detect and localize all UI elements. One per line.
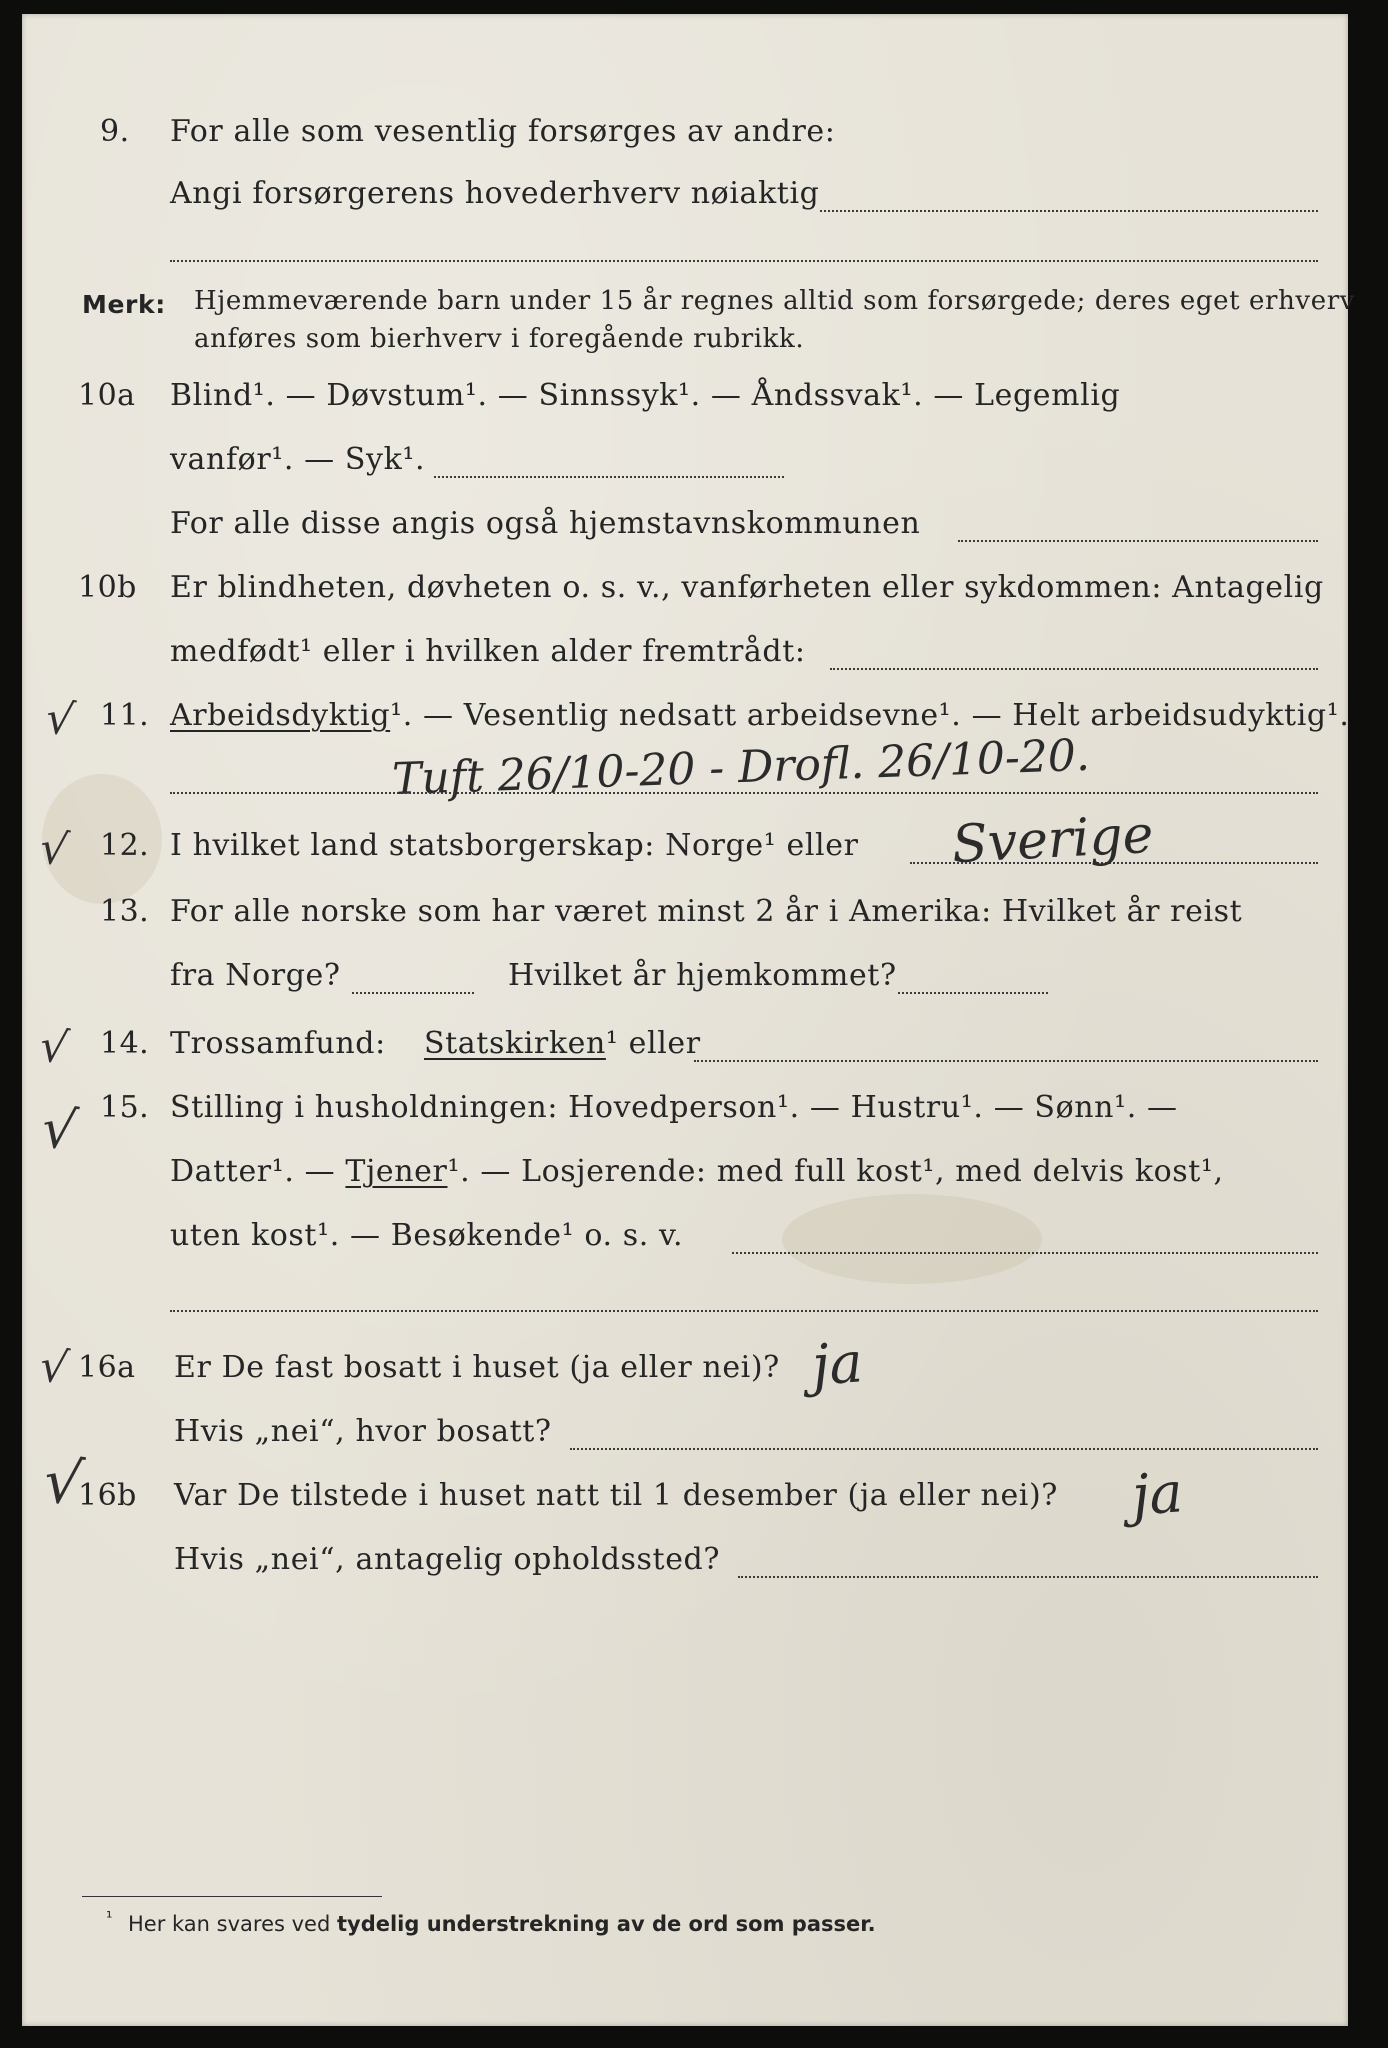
question-text: Stilling i husholdningen: Hovedperson¹. — Hustru¹. — Sønn¹. — [170, 1090, 1178, 1125]
question-10a-line3 [22, 506, 1348, 562]
answer-field[interactable] [434, 476, 784, 478]
question-number: 11. [100, 698, 150, 733]
question-number: 12. [100, 828, 150, 863]
answer-field[interactable] [738, 1576, 1318, 1578]
question-text: I hvilket land statsborgerskap: Norge¹ eller [170, 828, 859, 863]
question-options [424, 1026, 701, 1061]
question-number: 16a [78, 1350, 136, 1385]
question-text: Angi forsørgerens hovederhverv nøiaktig [170, 176, 820, 211]
checkmark-icon: √ [39, 1445, 87, 1521]
question-text: medfødt¹ eller i hvilken alder fremtrådt: [170, 634, 806, 669]
question-10b-line2 [22, 634, 1348, 690]
question-text: Er De fast bosatt i huset (ja eller nei)? [174, 1350, 780, 1385]
answer-field[interactable] [170, 792, 1318, 794]
checkmark-icon: √ [36, 822, 72, 877]
question-label: Trossamfund: [170, 1026, 386, 1061]
question-13-line2 [22, 958, 1348, 1014]
question-16b-line2 [22, 1542, 1348, 1598]
question-options [170, 698, 1349, 733]
answer-field[interactable] [732, 1252, 1318, 1254]
answer-field[interactable] [820, 210, 1318, 212]
census-form-page [22, 14, 1356, 2026]
question-number: 10a [78, 378, 136, 413]
question-15-line2 [22, 1154, 1348, 1210]
question-text: Hvis „nei“, antagelig opholdssted? [174, 1542, 721, 1577]
option-selected[interactable]: Statskirken [424, 1026, 606, 1061]
question-number: 16b [78, 1478, 137, 1513]
question-number: 14. [100, 1026, 150, 1061]
question-text: vanfør¹. — Syk¹. [170, 442, 426, 477]
option-rest: ¹. — Vesentlig nedsatt arbeidsevne¹. — Helt arbeidsudyktig¹. [390, 698, 1350, 733]
footnote-mark: ¹ [106, 1908, 113, 1927]
question-number: 9. [100, 114, 130, 149]
question-text: Hvis „nei“, hvor bosatt? [174, 1414, 552, 1449]
question-text: Var De tilstede i huset natt til 1 desember (ja eller nei)? [174, 1478, 1058, 1513]
option-selected[interactable]: Tjener [345, 1154, 448, 1189]
checkmark-icon: √ [36, 1340, 72, 1395]
handwritten-answer: ja [1129, 1460, 1185, 1529]
question-14 [22, 1026, 1348, 1082]
question-text: Er blindheten, døvheten o. s. v., vanførheten eller sykdommen: Antagelig [170, 570, 1324, 605]
question-text: For alle norske som har været minst 2 år i Amerika: Hvilket år reist [170, 894, 1243, 929]
note-label: Merk: [82, 290, 166, 319]
question-9-answer-line [22, 176, 1348, 232]
note-merk-continued [22, 324, 1348, 380]
question-number: 10b [78, 570, 137, 605]
option-text: Datter¹. — [170, 1154, 336, 1189]
option-rest: ¹ eller [605, 1026, 701, 1061]
answer-field[interactable] [352, 992, 474, 994]
question-15 [22, 1090, 1348, 1146]
option-text: ¹. — Losjerende: med full kost¹, med delvis kost¹, [447, 1154, 1224, 1189]
answer-field[interactable] [958, 540, 1318, 542]
question-text: Blind¹. — Døvstum¹. — Sinnssyk¹. — Åndssvak¹. — Legemlig [170, 378, 1121, 413]
question-10b [22, 570, 1348, 626]
note-text: anføres som bierhverv i foregående rubrikk. [194, 324, 805, 354]
answer-field[interactable] [694, 1060, 1318, 1062]
note-text: Hjemmeværende barn under 15 år regnes alltid som forsørgede; deres eget erhverv [194, 286, 1356, 316]
question-options [170, 1154, 1224, 1189]
footnote-text: Her kan svares ved [128, 1912, 331, 1936]
answer-field[interactable] [170, 1310, 1318, 1312]
checkmark-icon: √ [36, 1020, 72, 1075]
answer-field[interactable] [830, 668, 1318, 670]
answer-field[interactable] [170, 260, 1318, 262]
question-10a [22, 378, 1348, 434]
question-16a [22, 1350, 1348, 1406]
checkmark-icon: √ [42, 692, 78, 747]
question-text: uten kost¹. — Besøkende¹ o. s. v. [170, 1218, 684, 1253]
question-text: fra Norge? [170, 958, 341, 993]
handwritten-answer: ja [809, 1330, 865, 1399]
footnote-text-bold: tydelig understrekning av de ord som passer. [336, 1912, 876, 1936]
footnote-rule [82, 1896, 382, 1897]
handwritten-entry: Tuft 26/10-20 - Drofl. 26/10-20. [391, 729, 1091, 806]
question-number: 15. [100, 1090, 150, 1125]
handwritten-entry: Sverige [950, 804, 1155, 876]
footnote [106, 1908, 876, 1936]
question-10a-line2 [22, 442, 1348, 498]
answer-field[interactable] [570, 1448, 1318, 1450]
question-9 [22, 114, 1348, 170]
question-text: For alle disse angis også hjemstavnskommunen [170, 506, 921, 541]
question-text: For alle som vesentlig forsørges av andre: [170, 114, 836, 149]
question-15-line3 [22, 1218, 1348, 1274]
answer-field[interactable] [898, 992, 1048, 994]
question-text: Hvilket år hjemkommet? [508, 958, 897, 993]
checkmark-icon: √ [37, 1095, 81, 1164]
option-selected[interactable]: Arbeidsdyktig [170, 698, 391, 733]
question-number: 13. [100, 894, 150, 929]
question-13 [22, 894, 1348, 950]
